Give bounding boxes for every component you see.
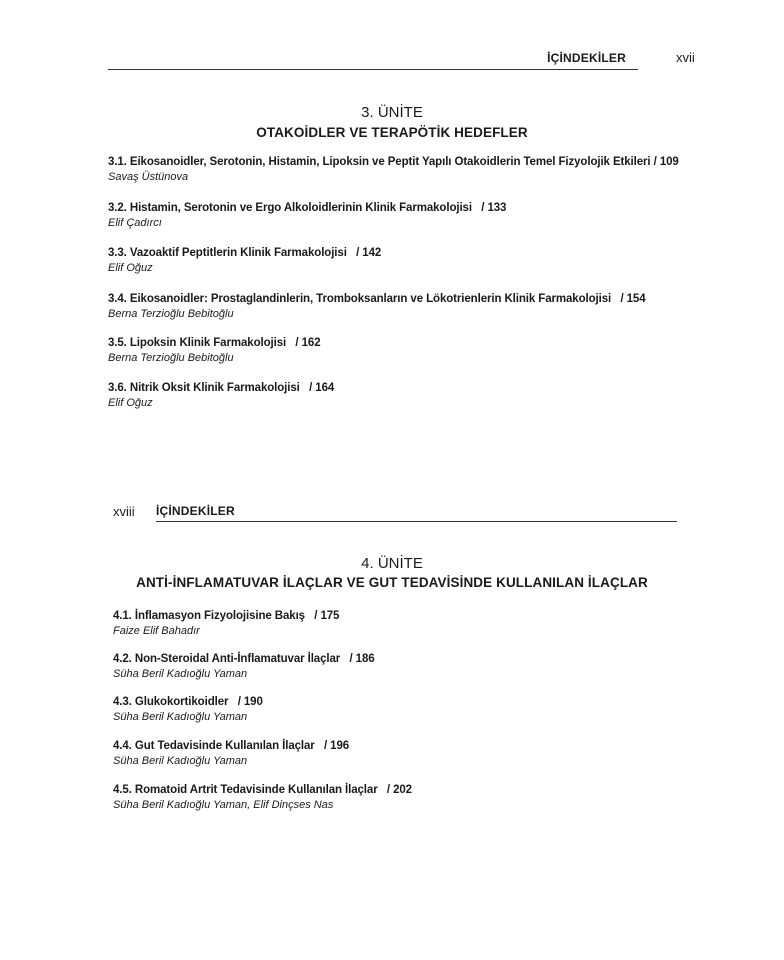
toc-entry-title[interactable]: 3.4. Eikosanoidler: Prostaglandinlerin, Tromboksanların ve Lökotrienlerin Klinik Farmakolojisi / 154	[108, 293, 646, 305]
toc-entry	[113, 653, 375, 680]
toc-entry-page: / 162	[295, 337, 321, 349]
toc-entry-page: / 190	[237, 696, 263, 708]
toc-entry-page: / 186	[349, 653, 375, 665]
toc-entry-title[interactable]: 4.5. Romatoid Artrit Tedavisinde Kullanılan İlaçlar / 202	[113, 784, 412, 796]
unit-number: 3. ÜNİTE	[361, 104, 423, 121]
unit-number: 4. ÜNİTE	[361, 555, 423, 572]
toc-entry	[113, 740, 349, 767]
toc-entry-author: Elif Oğuz	[108, 262, 153, 274]
unit-title: ANTİ-İNFLAMATUVAR İLAÇLAR VE GUT TEDAVİSİNDE KULLANILAN İLAÇLAR	[136, 575, 648, 590]
toc-entry-page: / 142	[356, 247, 382, 259]
header-rule	[108, 69, 638, 70]
toc-entry	[108, 337, 320, 364]
toc-entry	[113, 696, 263, 723]
running-header-title: İÇİNDEKİLER	[156, 504, 235, 518]
toc-entry	[108, 293, 646, 320]
toc-entry-page: / 202	[386, 784, 412, 796]
running-header-title: İÇİNDEKİLER	[547, 51, 626, 65]
toc-entry-title[interactable]: 4.4. Gut Tedavisinde Kullanılan İlaçlar / 196	[113, 740, 350, 752]
toc-entry-page: / 133	[481, 202, 507, 214]
toc-entry-page: / 109	[653, 156, 679, 168]
toc-entry-author: Berna Terzioğlu Bebitoğlu	[108, 352, 234, 364]
toc-entry-page: / 196	[323, 740, 350, 752]
toc-entry-author: Süha Beril Kadıoğlu Yaman, Elif Dinçses Nas	[113, 799, 334, 811]
toc-entry-title[interactable]: 3.2. Histamin, Serotonin ve Ergo Alkoloidlerinin Klinik Farmakolojisi / 133	[108, 202, 507, 214]
header-rule	[156, 521, 677, 522]
toc-entry-page: / 164	[309, 382, 335, 394]
toc-entry	[113, 610, 339, 637]
toc-entry-author: Süha Beril Kadıoğlu Yaman	[113, 711, 248, 723]
toc-entry-page: / 154	[620, 293, 646, 305]
toc-entry-title[interactable]: 4.2. Non-Steroidal Anti-İnflamatuvar İlaçlar / 186	[113, 653, 375, 665]
toc-entry-author: Süha Beril Kadıoğlu Yaman	[113, 755, 248, 767]
toc-entry-author: Süha Beril Kadıoğlu Yaman	[113, 668, 248, 680]
unit-title: OTAKOİDLER VE TERAPÖTİK HEDEFLER	[256, 125, 528, 140]
toc-entry-title[interactable]: 3.5. Lipoksin Klinik Farmakolojisi / 162	[108, 337, 321, 349]
toc-entry	[108, 156, 679, 183]
page-number: xviii	[113, 504, 135, 519]
toc-entry-title[interactable]: 4.3. Glukokortikoidler / 190	[113, 696, 263, 708]
toc-entry-author: Faize Elif Bahadır	[113, 625, 200, 637]
toc-entry	[108, 382, 334, 409]
toc-entry-title[interactable]: 3.6. Nitrik Oksit Klinik Farmakolojisi / 164	[108, 382, 335, 394]
toc-entry	[108, 247, 381, 274]
page-number: xvii	[676, 50, 695, 65]
toc-entry-author: Elif Oğuz	[108, 397, 153, 409]
toc-entry-title[interactable]: 3.1. Eikosanoidler, Serotonin, Histamin, Lipoksin ve Peptit Yapılı Otakoidlerin Temel Fizyolojik Etkileri / 109	[108, 156, 679, 168]
toc-entry	[108, 202, 506, 229]
toc-entry-author: Berna Terzioğlu Bebitoğlu	[108, 308, 234, 320]
toc-entry-page: / 175	[314, 610, 340, 622]
toc-entry-title[interactable]: 3.3. Vazoaktif Peptitlerin Klinik Farmakolojisi / 142	[108, 247, 382, 259]
toc-entry	[113, 784, 412, 811]
toc-entry-title[interactable]: 4.1. İnflamasyon Fizyolojisine Bakış / 175	[113, 610, 340, 622]
toc-entry-author: Elif Çadırcı	[108, 217, 162, 229]
toc-entry-author: Savaş Üstünova	[108, 171, 189, 183]
